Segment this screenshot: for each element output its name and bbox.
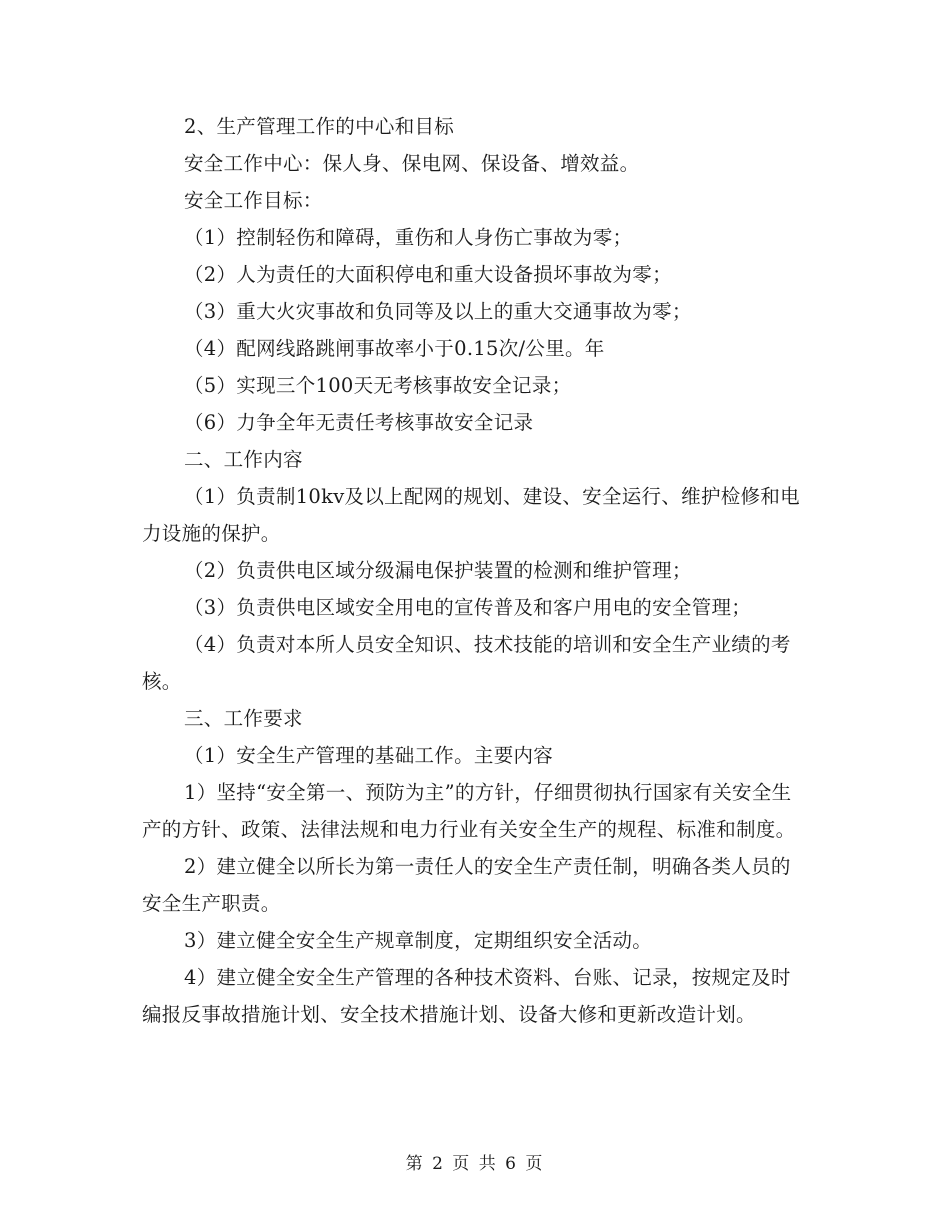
section-heading-work-requirements: 三、工作要求 [184, 707, 303, 730]
document-body [142, 108, 810, 1033]
content-item-3: （3）负责供电区域安全用电的宣传普及和客户用电的安全管理； [184, 596, 752, 619]
page-number-footer: 第 2 页 共 6 页 [405, 1154, 545, 1174]
content-item-4: （4）负责对本所人员安全知识、技术技能的培训和安全生产业绩的考核。 [142, 633, 791, 693]
requirement-item-1: （1）安全生产管理的基础工作。主要内容 [184, 744, 554, 767]
paragraph-safety-center: 安全工作中心：保人身、保电网、保设备、增效益。 [184, 152, 640, 175]
content-item-1: （1）负责制10kv及以上配网的规划、建设、安全运行、维护检修和电力设施的保护。 [142, 485, 800, 545]
goal-item-6: （6）力争全年无责任考核事故安全记录 [184, 411, 534, 434]
section-heading-work-content: 二、工作内容 [184, 448, 303, 471]
requirement-subitem-4: 4）建立健全安全生产管理的各种技术资料、台账、记录，按规定及时编报反事故措施计划、安全技术措施计划、设备大修和更新改造计划。 [142, 966, 791, 1026]
goal-item-5: （5）实现三个100天无考核事故安全记录； [184, 374, 572, 397]
section-heading-production-goals: 2、生产管理工作的中心和目标 [184, 115, 455, 138]
requirement-subitem-2: 2）建立健全以所长为第一责任人的安全生产责任制，明确各类人员的安全生产职责。 [142, 855, 791, 915]
goal-item-3: （3）重大火灾事故和负同等及以上的重大交通事故为零； [184, 300, 692, 323]
requirement-subitem-1: 1）坚持“安全第一、预防为主”的方针，仔细贯彻执行国家有关安全生产的方针、政策、法律法规和电力行业有关安全生产的规程、标准和制度。 [142, 781, 796, 841]
goal-item-4: （4）配网线路跳闸事故率小于0.15次/公里。年 [184, 337, 605, 360]
content-item-2: （2）负责供电区域分级漏电保护装置的检测和维护管理； [184, 559, 692, 582]
paragraph-safety-goals-label: 安全工作目标： [184, 189, 323, 212]
goal-item-2: （2）人为责任的大面积停电和重大设备损坏事故为零； [184, 263, 672, 286]
goal-item-1: （1）控制轻伤和障碍，重伤和人身伤亡事故为零； [184, 226, 633, 249]
requirement-subitem-3: 3）建立健全安全生产规章制度，定期组织安全活动。 [184, 929, 653, 952]
